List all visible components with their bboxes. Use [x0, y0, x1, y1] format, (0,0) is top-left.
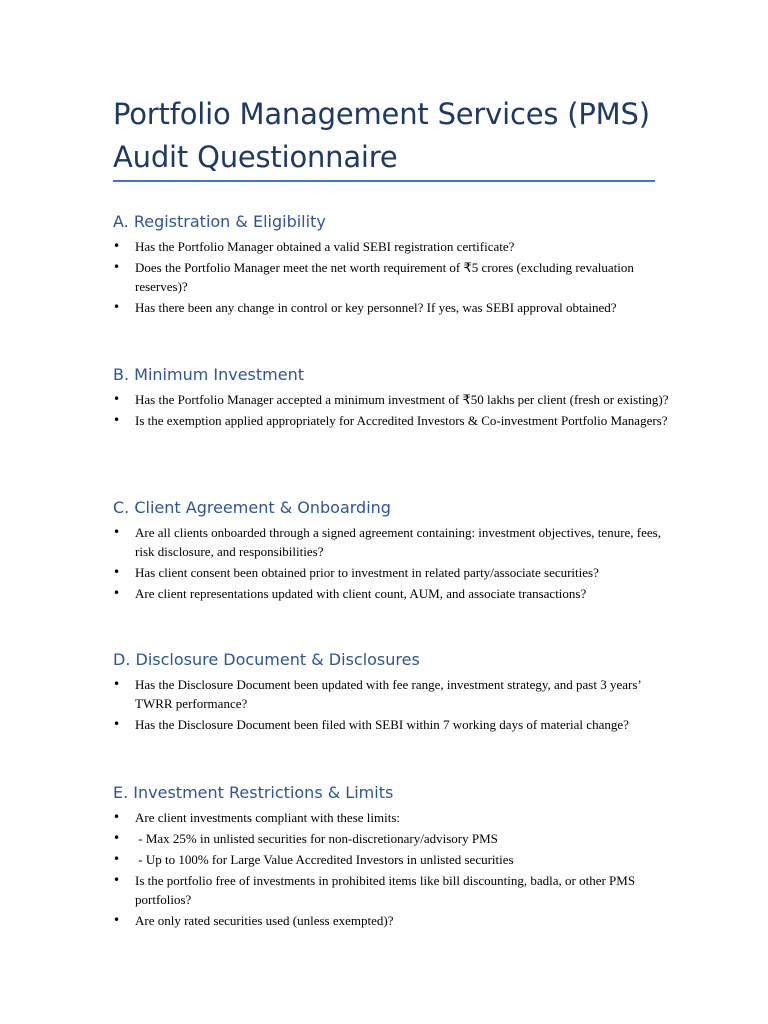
question-list: [113, 237, 673, 317]
question-text: Has the Portfolio Manager accepted a minimum investment of ₹50 lakhs per client (fresh or existing)?: [135, 392, 669, 407]
question-list: [113, 390, 673, 430]
question-text: - Max 25% in unlisted securities for non-discretionary/advisory PMS: [135, 831, 498, 846]
list-item: [113, 390, 673, 409]
bullet-icon: •: [113, 239, 121, 253]
list-item: [113, 563, 673, 582]
section-heading: E. Investment Restrictions & Limits: [113, 783, 394, 802]
section-heading: C. Client Agreement & Onboarding: [113, 498, 391, 517]
bullet-icon: •: [113, 392, 121, 406]
bullet-icon: •: [113, 913, 121, 927]
list-item: [113, 298, 673, 317]
bullet-icon: •: [113, 565, 121, 579]
question-text: Are client investments compliant with these limits:: [135, 810, 401, 825]
question-text: Are only rated securities used (unless exempted)?: [135, 913, 394, 928]
bullet-icon: •: [113, 810, 121, 824]
section-heading: B. Minimum Investment: [113, 365, 305, 384]
question-text: Does the Portfolio Manager meet the net worth requirement of ₹5 crores (excluding revaluation reserves)?: [135, 260, 638, 294]
bullet-icon: •: [113, 873, 121, 887]
section-disclosure-document: [113, 649, 673, 736]
bullet-icon: •: [113, 586, 121, 600]
section-minimum-investment: [113, 364, 673, 432]
bullet-icon: •: [113, 300, 121, 314]
question-text: Are client representations updated with client count, AUM, and associate transactions?: [135, 586, 587, 601]
bullet-icon: •: [113, 852, 121, 866]
question-text: Is the exemption applied appropriately for Accredited Investors & Co-investment Portfolio Managers?: [135, 413, 668, 428]
question-text: Has the Disclosure Document been updated with fee range, investment strategy, and past 3 years’ TWRR performance?: [135, 677, 644, 711]
list-item: [113, 911, 673, 930]
question-text: Are all clients onboarded through a signed agreement containing: investment objectives, tenure, fees, risk disclosure, and responsibilities?: [135, 525, 665, 559]
title-line-2: Audit Questionnaire: [113, 140, 398, 174]
question-text: Has client consent been obtained prior to investment in related party/associate securities?: [135, 565, 599, 580]
section-heading: A. Registration & Eligibility: [113, 212, 326, 231]
list-item: [113, 808, 673, 827]
section-registration-eligibility: [113, 211, 673, 319]
question-list: [113, 523, 673, 603]
bullet-icon: •: [113, 677, 121, 691]
document-title: [113, 93, 673, 179]
question-text: - Up to 100% for Large Value Accredited Investors in unlisted securities: [135, 852, 514, 867]
list-item: [113, 850, 673, 869]
section-client-agreement-onboarding: [113, 497, 673, 605]
question-text: Has the Disclosure Document been filed with SEBI within 7 working days of material change?: [135, 717, 629, 732]
bullet-icon: •: [113, 717, 121, 731]
list-item: [113, 871, 673, 909]
section-investment-restrictions: [113, 782, 673, 932]
question-list: [113, 675, 673, 734]
bullet-icon: •: [113, 831, 121, 845]
list-item: [113, 584, 673, 603]
question-text: Has the Portfolio Manager obtained a valid SEBI registration certificate?: [135, 239, 515, 254]
list-item: [113, 258, 673, 296]
list-item: [113, 237, 673, 256]
bullet-icon: •: [113, 525, 121, 539]
title-underline: [113, 180, 655, 182]
list-item: [113, 523, 673, 561]
question-list: [113, 808, 673, 930]
question-text: Has there been any change in control or key personnel? If yes, was SEBI approval obtained?: [135, 300, 617, 315]
section-heading: D. Disclosure Document & Disclosures: [113, 650, 420, 669]
title-line-1: Portfolio Management Services (PMS): [113, 97, 650, 131]
list-item: [113, 715, 673, 734]
list-item: [113, 675, 673, 713]
bullet-icon: •: [113, 413, 121, 427]
list-item: [113, 829, 673, 848]
list-item: [113, 411, 673, 430]
question-text: Is the portfolio free of investments in prohibited items like bill discounting, badla, or other PMS portfolios?: [135, 873, 639, 907]
bullet-icon: •: [113, 260, 121, 274]
